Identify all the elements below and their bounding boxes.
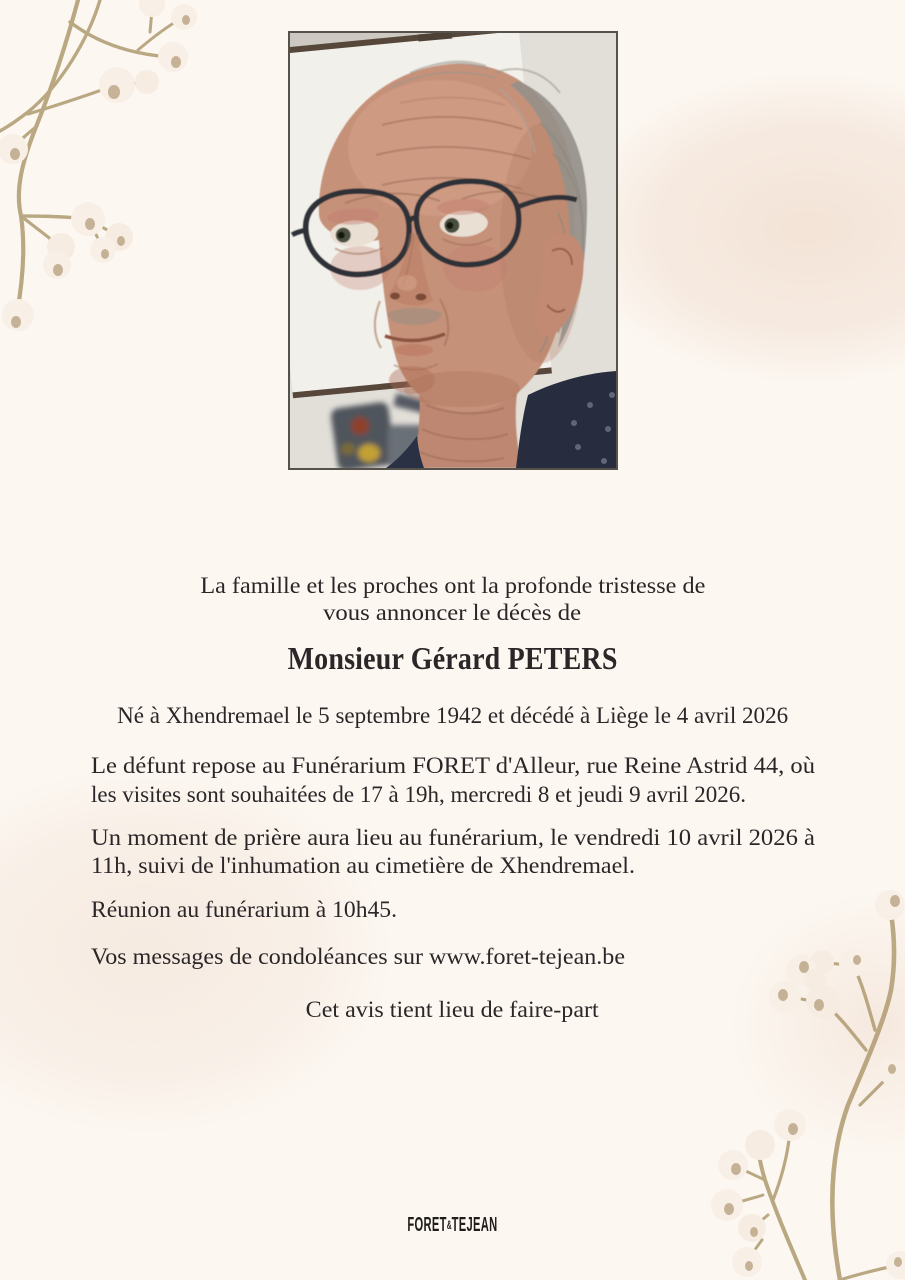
condolences-line-text: Vos messages de condoléances sur www.foret-tejean.be — [91, 944, 625, 969]
prayer-line-1 — [91, 825, 815, 851]
logo-ampersand: & — [446, 1218, 452, 1232]
birth-death-line — [0, 703, 905, 729]
intro-line-1-text: La famille et les proches ont la profonde tristesse de — [199, 573, 705, 598]
prayer-line-2 — [91, 853, 635, 879]
repose-line-1 — [91, 753, 815, 779]
intro-line-2-text: vous annoncer le décès de — [323, 600, 582, 625]
birth-death-text: Né à Xhendremael le 5 septembre 1942 et décédé à Liège le 4 avril 2026 — [117, 703, 789, 728]
prayer-line-2-text: 11h, suivi de l'inhumation au cimetière de Xhendremael. — [91, 853, 635, 878]
logo-part-foret: FORET — [407, 1214, 447, 1236]
intro-line-2 — [0, 600, 905, 626]
reunion-line — [91, 897, 398, 923]
funeral-home-logo-text — [407, 1214, 497, 1237]
repose-line-2 — [91, 782, 746, 808]
deceased-name — [0, 640, 905, 677]
closing-line — [0, 997, 905, 1023]
prayer-line-1-text: Un moment de prière aura lieu au funérarium, le vendredi 10 avril 2026 à — [91, 825, 815, 850]
floral-branch-decoration-top-left — [0, 0, 250, 430]
condolences-line — [91, 944, 625, 970]
reunion-line-text: Réunion au funérarium à 10h45. — [91, 897, 398, 922]
funeral-home-logo — [0, 1214, 905, 1237]
closing-line-text: Cet avis tient lieu de faire-part — [305, 997, 599, 1022]
intro-line-1 — [0, 573, 905, 599]
portrait-photo — [288, 31, 618, 470]
repose-line-2-text: les visites sont souhaitées de 17 à 19h, mercredi 8 et jeudi 9 avril 2026. — [91, 782, 746, 807]
repose-line-1-text: Le défunt repose au Funérarium FORET d'Alleur, rue Reine Astrid 44, où — [91, 753, 815, 778]
logo-part-tejean: TEJEAN — [451, 1214, 498, 1236]
deceased-name-text: Monsieur Gérard PETERS — [287, 640, 618, 676]
